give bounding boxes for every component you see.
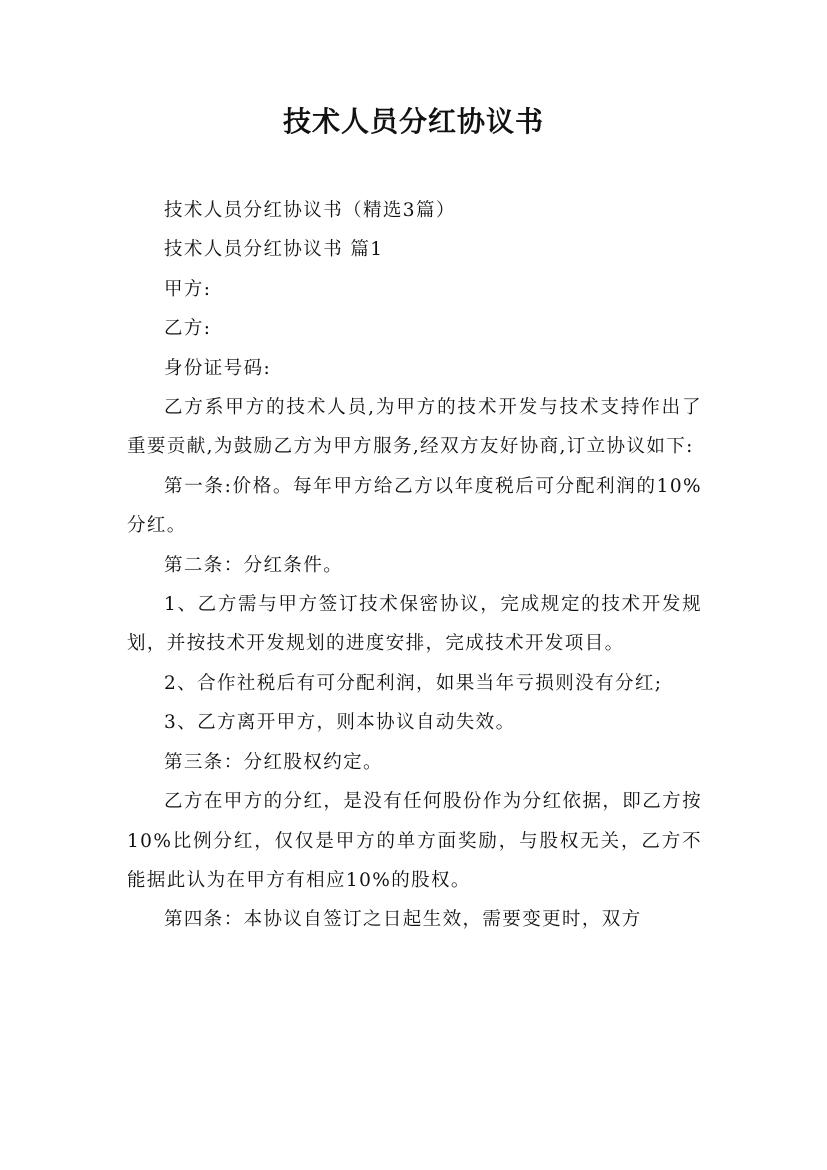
paragraph-preamble: 乙方系甲方的技术人员,为甲方的技术开发与技术支持作出了重要贡献,为鼓励乙方为甲方服务,经双方友好协商,订立协议如下: [127, 397, 702, 458]
paragraph-article-2: 第二条：分红条件。 [164, 554, 344, 576]
paragraph-id-number: 身份证号码: [164, 357, 272, 379]
document-body [127, 191, 702, 940]
paragraph-condition-3: 3、乙方离开甲方，则本协议自动失效。 [164, 712, 516, 734]
paragraph-party-a: 甲方: [164, 278, 212, 300]
paragraph-condition-2: 2、合作社税后有可分配利润，如果当年亏损则没有分红; [164, 672, 663, 694]
paragraph-equity-note: 乙方在甲方的分红，是没有任何股份作为分红依据，即乙方按10%比例分红，仅仅是甲方的单方面奖励，与股权无关，乙方不能据此认为在甲方有相应10%的股权。 [127, 791, 702, 891]
paragraph-condition-1: 1、乙方需与甲方签订技术保密协议，完成规定的技术开发规划，并按技术开发规划的进度安排，完成技术开发项目。 [127, 594, 702, 655]
paragraph-article-1: 第一条:价格。每年甲方给乙方以年度税后可分配利润的10%分红。 [127, 475, 702, 537]
paragraph-section-heading: 技术人员分红协议书 篇1 [164, 239, 384, 261]
paragraph-article-3: 第三条：分红股权约定。 [164, 751, 383, 773]
paragraph-article-4: 第四条：本协议自签订之日起生效，需要变更时，双方 [164, 909, 642, 931]
paragraph-subtitle: 技术人员分红协议书（精选3篇） [164, 200, 456, 221]
paragraph-party-b: 乙方: [164, 318, 212, 340]
document-title: 技术人员分红协议书 [282, 105, 544, 138]
